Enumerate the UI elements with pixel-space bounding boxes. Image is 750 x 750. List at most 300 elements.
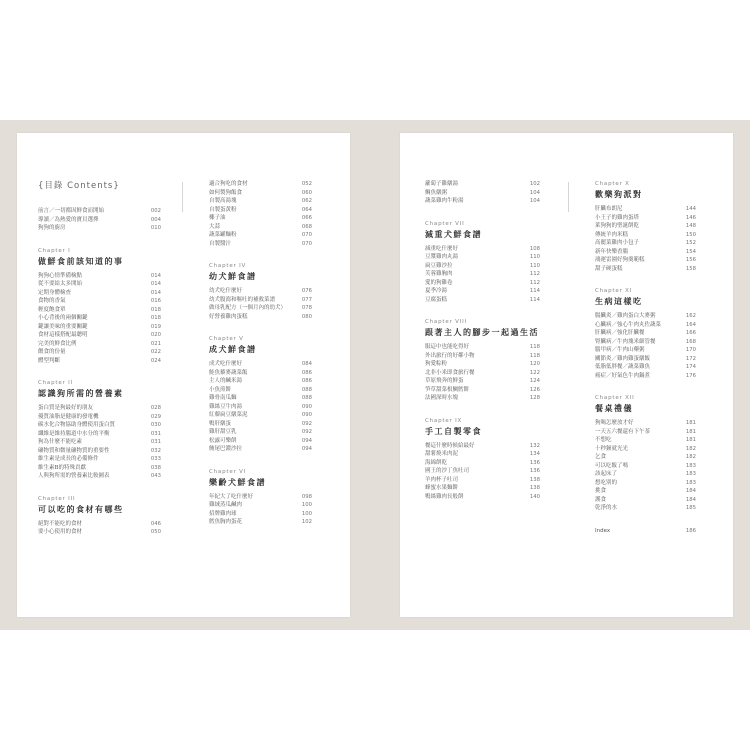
entry-page: 168	[685, 338, 696, 345]
entry-page: 114	[529, 296, 540, 303]
entry-title: 狗喝怎麼放才好	[595, 420, 634, 426]
entry-page: 172	[685, 355, 696, 362]
toc-entry[interactable]	[38, 306, 161, 315]
entry-title: 蔬菜罐麵粉	[209, 232, 237, 238]
entry-page: 094	[301, 446, 312, 452]
entry-title: 小心背後的兩個關鍵	[38, 315, 88, 321]
toc-entry[interactable]	[425, 377, 540, 386]
entry-title: 主人的鹹米湯	[209, 378, 243, 384]
entry-title: 北非小米即食旅行餐	[425, 369, 475, 376]
entry-page: 148	[685, 223, 696, 229]
toc-entry[interactable]	[595, 445, 696, 454]
entry-page: 064	[301, 206, 312, 213]
entry-page: 164	[685, 321, 696, 328]
toc-entry[interactable]	[425, 180, 540, 189]
entry-title: 該起床了	[595, 471, 618, 477]
entry-title: 松露可樂餅	[209, 437, 237, 444]
entry-page: 088	[301, 395, 312, 401]
chapter-3	[38, 495, 161, 537]
entry-title: 蘿蔔子雞燉湯	[425, 181, 459, 187]
toc-entry[interactable]	[595, 222, 696, 231]
toc-entry[interactable]	[38, 348, 161, 357]
toc-entry[interactable]	[425, 287, 540, 296]
toc-entry[interactable]	[209, 369, 312, 378]
entry-page: 016	[150, 298, 161, 304]
entry-page: 170	[685, 347, 696, 353]
entry-title: 大蒜	[209, 223, 221, 230]
toc-entry[interactable]	[38, 438, 161, 447]
chapter-title[interactable]: 成犬鮮食譜	[209, 344, 257, 354]
entry-title: 狗愛粽粉	[425, 361, 448, 367]
entry-title: 輕度飽食單	[38, 306, 66, 313]
entry-page: 029	[150, 413, 161, 420]
entry-title: 肝臟病／強化肝臟餐	[595, 330, 645, 336]
entry-page: 181	[685, 420, 696, 426]
toc-entry[interactable]	[209, 231, 312, 240]
entry-title: 夏季冷湯	[425, 288, 448, 294]
toc-entry[interactable]	[595, 363, 696, 372]
toc-entry[interactable]	[425, 343, 540, 352]
entry-title: 服這中也能吃得好	[425, 344, 470, 350]
entry-title: 自製醬汁	[209, 240, 232, 247]
toc-entry[interactable]	[425, 493, 540, 502]
entry-page: 110	[529, 254, 540, 260]
chapter-9	[425, 417, 540, 502]
toc-entry[interactable]	[595, 329, 696, 338]
toc-entry[interactable]	[425, 476, 540, 485]
entry-title: 從不要給太多開始	[38, 281, 83, 287]
entry-title: 如何製狗飯食	[209, 189, 243, 196]
entry-title: 雞肝甜豆乳	[209, 429, 237, 435]
toc-entry[interactable]	[38, 421, 161, 430]
entry-page: 158	[685, 265, 696, 272]
toc-entry[interactable]	[38, 404, 161, 413]
toc-entry-index[interactable]	[595, 527, 696, 536]
entry-page: 024	[150, 357, 161, 364]
chapter-11	[595, 287, 696, 380]
entry-page: 077	[301, 296, 312, 303]
entry-title: 鮪尾巴濃沙拉	[209, 446, 243, 452]
toc-entry[interactable]	[209, 180, 312, 189]
chapter-label: Chapter VI	[209, 468, 247, 475]
entry-page: 018	[150, 315, 161, 321]
chapter-title[interactable]: 生病這樣吃	[595, 296, 643, 306]
entry-title: 自製蛋黃粉	[209, 206, 237, 213]
toc-entry[interactable]	[209, 360, 312, 369]
toc-entry[interactable]	[38, 528, 161, 537]
entry-title: 傳統羊肉米糕	[595, 231, 629, 238]
toc-entry[interactable]	[38, 314, 161, 323]
toc-entry[interactable]	[209, 313, 312, 322]
entry-title: 癌症／好氣色牛肉鍋煮	[595, 372, 651, 379]
entry-title: 扁豆雞沙拉	[425, 262, 453, 269]
toc-entry[interactable]	[38, 280, 161, 289]
entry-title: 鍵讓美味的重要關鍵	[38, 323, 88, 330]
entry-page: 038	[150, 464, 161, 471]
entry-page: 176	[685, 372, 696, 379]
toc-entry[interactable]	[38, 357, 161, 366]
toc-entry[interactable]	[209, 304, 312, 313]
toc-entry[interactable]	[425, 442, 540, 451]
entry-page: 183	[685, 462, 696, 469]
toc-entry[interactable]	[425, 245, 540, 254]
entry-title: 羊肉杯子吐司	[425, 476, 459, 483]
entry-page: 126	[529, 386, 540, 393]
entry-page: 132	[529, 442, 540, 449]
toc-entry[interactable]	[209, 437, 312, 446]
entry-title: 一天五六餐還有下午茶	[595, 428, 651, 435]
entry-page: 184	[685, 488, 696, 494]
toc-entry[interactable]	[209, 501, 312, 510]
entry-page: 144	[685, 206, 696, 212]
chapter-title[interactable]: 認識狗所需的營養素	[38, 388, 124, 398]
chapter-title[interactable]: 歡樂狗派對	[595, 189, 643, 199]
entry-title: 前言／一切都因鮮食而開始	[38, 208, 105, 214]
entry-page: 182	[685, 445, 696, 452]
entry-page: 086	[301, 378, 312, 384]
entry-page: 124	[529, 378, 540, 384]
entry-page: 018	[150, 306, 161, 313]
toc-entry[interactable]	[209, 296, 312, 305]
entry-title: 萊狗狗的聖誕餅乾	[595, 223, 640, 229]
toc-entry[interactable]	[595, 453, 696, 462]
chapter-label: Chapter XI	[595, 288, 633, 294]
toc-entry[interactable]	[209, 403, 312, 412]
entry-title: 導讀／為熱愛的寶貝選擇	[38, 216, 99, 223]
chapter-title[interactable]: 手工自製零食	[425, 425, 482, 436]
chapter-1	[38, 247, 161, 366]
toc-entry[interactable]	[209, 197, 312, 206]
entry-title: 礦物質和微量礦物質的重要性	[38, 447, 110, 454]
toc-column-4	[595, 180, 696, 549]
chapter-title[interactable]: 做鮮食前該知道的事	[38, 255, 124, 266]
toc-entry[interactable]	[595, 205, 696, 214]
toc-entry[interactable]	[209, 411, 312, 420]
entry-title: 外出旅行的好鄰小物	[425, 352, 475, 359]
toc-entry[interactable]	[595, 312, 696, 321]
entry-title: 小魚煎餅	[209, 386, 232, 393]
toc-entry[interactable]	[209, 214, 312, 223]
entry-title: 豆漿雞肉丸湯	[425, 254, 459, 260]
entry-title: 餐這什麼時候給最好	[425, 442, 475, 449]
entry-title: 關節炎／雞肉雞蛋燉飯	[595, 355, 651, 362]
entry-page: 166	[685, 330, 696, 336]
toc-entry[interactable]	[209, 223, 312, 232]
entry-title: 狗狗的廚房	[38, 225, 66, 231]
toc-entry[interactable]	[209, 287, 312, 296]
entry-title: 人與狗所需的營養素比較圖表	[38, 473, 110, 479]
entry-page: 066	[301, 215, 312, 221]
toc-entry[interactable]	[209, 420, 312, 429]
entry-page: 122	[529, 369, 540, 376]
toc-entry[interactable]	[209, 428, 312, 437]
toc-entry[interactable]	[209, 377, 312, 386]
toc-entry[interactable]	[595, 436, 696, 445]
entry-title: 十秒鐘就光光	[595, 445, 629, 452]
column-divider-left	[182, 182, 183, 212]
entry-title: 甜薯燒米肉泥	[425, 451, 459, 457]
entry-page: 183	[685, 471, 696, 477]
entry-page: 014	[150, 281, 161, 287]
toc-entry[interactable]	[38, 216, 161, 225]
entry-title: 小王子的雞肉蛋塔	[595, 214, 640, 221]
toc-entry[interactable]	[425, 262, 540, 271]
chapter-title[interactable]: 跟著主人的腳步一起過生活	[425, 327, 539, 337]
entry-page: 184	[685, 496, 696, 503]
entry-page: 120	[529, 361, 540, 367]
toc-entry[interactable]	[595, 470, 696, 479]
toc-entry[interactable]	[595, 372, 696, 381]
toc-entry[interactable]	[38, 447, 161, 456]
entry-title: 完美的鮮食比例	[38, 340, 77, 347]
entry-page: 140	[529, 493, 540, 500]
entry-title: 護食	[595, 496, 607, 503]
entry-page: 043	[150, 473, 161, 479]
entry-page: 014	[150, 272, 161, 279]
entry-page: 183	[685, 479, 696, 486]
entry-page: 114	[529, 288, 540, 294]
toc-entry[interactable]	[425, 484, 540, 493]
entry-page: 060	[301, 189, 312, 196]
entry-title: 腎臟病／牛肉塊米細管餐	[595, 338, 656, 345]
entry-page: 014	[150, 289, 161, 296]
entry-page: 070	[301, 232, 312, 238]
entry-page: 031	[150, 439, 161, 445]
toc-entry[interactable]	[595, 428, 696, 437]
entry-title: 定期身體檢查	[38, 289, 72, 296]
entry-title: 腦甲病／牛肉山藥粥	[595, 347, 645, 353]
toc-entry[interactable]	[38, 464, 161, 473]
entry-title: 幼犬吃什麼好	[209, 288, 243, 294]
entry-page: 031	[150, 430, 161, 437]
entry-title: 狗為什麼不能吃素	[38, 439, 83, 445]
entry-title: Index	[595, 527, 611, 534]
toc-entry[interactable]	[595, 479, 696, 488]
entry-page: 090	[301, 412, 312, 418]
entry-title: 體型判斷	[38, 357, 61, 364]
entry-title: 鯛魚燉粥	[425, 189, 448, 196]
entry-title: 鱈魚胸肉蛋花	[209, 519, 243, 525]
toc-entry[interactable]	[38, 289, 161, 298]
entry-page: 136	[529, 468, 540, 474]
index-section	[595, 527, 696, 536]
toc-entry[interactable]	[425, 189, 540, 198]
entry-page: 030	[150, 422, 161, 428]
entry-title: 乞食	[595, 454, 607, 460]
entry-title: 要小心使用的食材	[38, 529, 83, 535]
entry-title: 鮭魚藜麥蔬菜飯	[209, 369, 248, 376]
toc-entry[interactable]	[425, 253, 540, 262]
column-divider-right	[568, 182, 569, 212]
entry-page: 112	[529, 271, 540, 277]
toc-entry[interactable]	[425, 360, 540, 369]
toc-entry[interactable]	[425, 296, 540, 305]
toc-entry[interactable]	[38, 413, 161, 422]
toc-entry[interactable]	[595, 214, 696, 223]
toc-entry[interactable]	[595, 487, 696, 496]
toc-entry[interactable]	[595, 338, 696, 347]
entry-page: 154	[685, 248, 696, 255]
entry-title: 想吃別的	[595, 479, 618, 486]
toc-entry[interactable]	[209, 445, 312, 454]
entry-page: 138	[529, 476, 540, 483]
chapter-title[interactable]: 減重犬鮮食譜	[425, 228, 482, 239]
entry-title: 挑食	[595, 488, 607, 494]
entry-title: 適合狗吃的食材	[209, 181, 248, 187]
entry-page: 181	[685, 428, 696, 435]
toc-entry[interactable]	[595, 321, 696, 330]
toc-column-2	[209, 180, 312, 541]
entry-page: 162	[685, 313, 696, 319]
entry-page: 181	[685, 437, 696, 443]
toc-entry[interactable]	[425, 459, 540, 468]
entry-page: 136	[529, 459, 540, 466]
toc-entry[interactable]	[425, 394, 540, 403]
entry-page: 146	[685, 214, 696, 221]
toc-entry[interactable]	[595, 355, 696, 364]
chapter-10	[595, 180, 696, 273]
entry-page: 086	[301, 369, 312, 376]
toc-entry[interactable]	[209, 394, 312, 403]
toc-entry[interactable]	[209, 386, 312, 395]
entry-title: 自製高湯塊	[209, 198, 237, 204]
toc-entry[interactable]	[38, 331, 161, 340]
entry-page: 104	[529, 189, 540, 196]
toc-entry[interactable]	[595, 256, 696, 265]
toc-entry[interactable]	[425, 279, 540, 288]
toc-entry[interactable]	[595, 231, 696, 240]
toc-entry[interactable]	[38, 430, 161, 439]
entry-page: 032	[150, 447, 161, 454]
chapter-label: Chapter X	[595, 181, 630, 187]
toc-entry[interactable]	[38, 297, 161, 306]
entry-page: 128	[529, 395, 540, 401]
toc-entry[interactable]	[38, 207, 161, 216]
entry-title: 年紀大了吃什麼好	[209, 493, 254, 500]
toc-entry[interactable]	[595, 265, 696, 274]
entry-title: 蔬菜雞肉牛粉湯	[425, 198, 464, 204]
chapter-5	[209, 335, 312, 454]
toc-entry[interactable]	[425, 352, 540, 361]
chapter-label: Chapter I	[38, 247, 71, 254]
toc-entry[interactable]	[209, 493, 312, 502]
entry-page: 110	[529, 262, 540, 269]
toc-entry[interactable]	[38, 520, 161, 529]
entry-title: 肝臟布朗尼	[595, 206, 623, 212]
toc-entry[interactable]	[425, 386, 540, 395]
chapter-title[interactable]: 幼犬鮮食譜	[209, 271, 257, 281]
chapter-8	[425, 318, 540, 403]
entry-page: 104	[529, 198, 540, 204]
toc-entry[interactable]	[425, 450, 540, 459]
toc-entry[interactable]	[595, 419, 696, 428]
toc-entry[interactable]	[38, 272, 161, 281]
entry-title: 幼犬腹瀉和嘔吐的補救菜譜	[209, 296, 276, 303]
toc-entry[interactable]	[425, 369, 540, 378]
entry-page: 182	[685, 454, 696, 460]
chapter-label: Chapter V	[209, 336, 244, 342]
chapter-12	[595, 394, 696, 513]
chapter-7	[425, 220, 540, 305]
chapter-title[interactable]: 樂齡犬鮮食譜	[209, 476, 266, 487]
toc-entry[interactable]	[38, 472, 161, 481]
entry-page: 078	[301, 305, 312, 311]
entry-title: 雞絲豆牛肉湯	[209, 403, 243, 410]
toc-entry[interactable]	[209, 206, 312, 215]
toc-entry[interactable]	[38, 340, 161, 349]
entry-title: 愛的狗雞卷	[425, 279, 453, 286]
entry-page: 138	[529, 485, 540, 491]
toc-entry[interactable]	[209, 510, 312, 519]
toc-entry[interactable]	[595, 248, 696, 257]
entry-title: 鴨絲雞肉長般餅	[425, 493, 464, 500]
entry-title: 芙蓉雞胸肉	[425, 271, 453, 277]
chapter-title[interactable]: 可以吃的食材有哪些	[38, 503, 124, 514]
entry-page: 100	[301, 502, 312, 508]
chapter-label: Chapter IV	[209, 263, 247, 269]
entry-title: 紅藜扁豆燉菜泥	[209, 412, 248, 418]
toc-entry[interactable]	[425, 467, 540, 476]
entry-page: 019	[150, 323, 161, 330]
toc-entry[interactable]	[38, 455, 161, 464]
chapter-title[interactable]: 餐桌禮儀	[595, 403, 633, 413]
entry-title: 招牌雞肉球	[209, 510, 237, 517]
entry-title: 笋草甜菜根鯛鱈餅	[425, 386, 470, 393]
toc-title: {目錄 Contents}	[38, 181, 120, 191]
entry-page: 010	[150, 225, 161, 231]
entry-page: 050	[150, 529, 161, 535]
entry-page: 118	[529, 352, 540, 359]
toc-entry[interactable]	[209, 189, 312, 198]
toc-entry[interactable]	[595, 462, 696, 471]
toc-entry[interactable]	[595, 239, 696, 248]
entry-title: 低脂低胖餐／蔬菜雞魚	[595, 364, 651, 370]
entry-title: 新年快樂香腸	[595, 248, 629, 255]
toc-entry[interactable]	[38, 224, 161, 233]
toc-entry[interactable]	[425, 197, 540, 206]
entry-title: 可以吃飯了嗎	[595, 462, 629, 469]
entry-page: 094	[301, 437, 312, 444]
entry-title: 食材這樣搭配最聰明	[38, 332, 88, 338]
entry-page: 092	[301, 429, 312, 435]
entry-title: 雞絨蒸瓜鹹肉	[209, 502, 243, 508]
entry-page: 150	[685, 231, 696, 238]
entry-page: 033	[150, 456, 161, 462]
entry-title: 豆腐蛋糕	[425, 296, 448, 303]
toc-column-1	[38, 180, 161, 551]
toc-entry[interactable]	[209, 240, 312, 249]
entry-title: 餵食的份量	[38, 349, 66, 355]
toc-entry[interactable]	[209, 518, 312, 527]
entry-page: 112	[529, 279, 540, 286]
entry-title: 纖維是維持腸道中水分的平衡	[38, 430, 110, 437]
entry-page: 028	[150, 405, 161, 411]
toc-entry[interactable]	[595, 504, 696, 513]
entry-title: 減重吃什麼好	[425, 245, 459, 252]
toc-entry[interactable]	[595, 346, 696, 355]
chapter-6	[209, 468, 312, 527]
entry-page: 004	[150, 216, 161, 223]
entry-title: 雞骨南瓜麵	[209, 395, 237, 401]
entry-title: 碳水化合物協助身體使用蛋白質	[38, 422, 116, 428]
entry-title: 做母乳配方（一個月內的幼犬）	[209, 305, 287, 311]
entry-title: 草原飛奔的鮮蛋	[425, 378, 464, 384]
entry-page: 088	[301, 386, 312, 393]
toc-entry[interactable]	[38, 323, 161, 332]
toc-entry[interactable]	[425, 270, 540, 279]
entry-page: 084	[301, 361, 312, 367]
toc-entry[interactable]	[595, 496, 696, 505]
